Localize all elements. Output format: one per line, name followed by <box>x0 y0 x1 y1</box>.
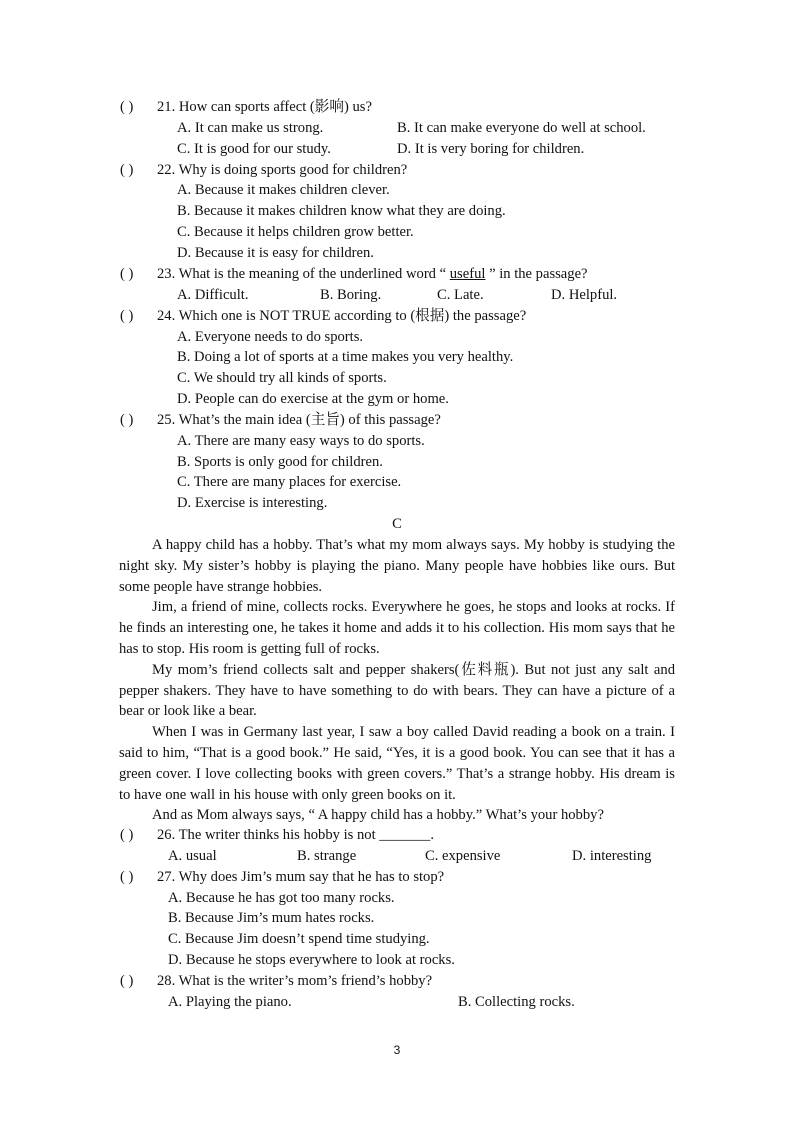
answer-blank[interactable]: ( ) <box>120 162 134 178</box>
option-d: D. Because he stops everywhere to look at rocks. <box>168 952 455 968</box>
option-b: B. Boring. <box>320 287 382 303</box>
option-c: C. Because it helps children grow better. <box>177 224 414 240</box>
option-a: A. Because it makes children clever. <box>177 182 390 198</box>
question-text: 26. The writer thinks his hobby is not _______. <box>157 827 435 843</box>
option-b: B. Collecting rocks. <box>458 994 575 1010</box>
option-b: B. strange <box>297 848 357 864</box>
passage-paragraph: A happy child has a hobby. That’s what my mom always says. My hobby is studying the night sky. My sister’s hobby is playing the piano. Many people have hobbies like ours. But some people have strange hobbies. <box>119 537 675 595</box>
option-a: A. usual <box>168 848 217 864</box>
section-title: C <box>392 516 402 532</box>
question-text: 28. What is the writer’s mom’s friend’s hobby? <box>157 973 433 989</box>
option-a: A. There are many easy ways to do sports. <box>177 433 425 449</box>
underlined-word: useful <box>449 266 486 282</box>
option-b: B. It can make everyone do well at school. <box>397 120 646 136</box>
question-text: 22. Why is doing sports good for children? <box>157 162 408 178</box>
passage-paragraph: Jim, a friend of mine, collects rocks. Everywhere he goes, he stops and looks at rocks. If he finds an interesting one, he takes it home and adds it to his collection. His mom says that he has to stop. His room is getting full of rocks. <box>119 599 675 657</box>
option-c: C. There are many places for exercise. <box>177 474 402 490</box>
option-c: C. It is good for our study. <box>177 141 331 157</box>
option-b: B. Because it makes children know what they are doing. <box>177 203 506 219</box>
option-a: A. Difficult. <box>177 287 249 303</box>
answer-blank[interactable]: ( ) <box>120 827 134 843</box>
answer-blank[interactable]: ( ) <box>120 973 134 989</box>
option-c: C. Late. <box>437 287 484 303</box>
answer-blank[interactable]: ( ) <box>120 99 134 115</box>
page-number: 3 <box>393 1043 401 1057</box>
answer-blank[interactable]: ( ) <box>120 308 134 324</box>
option-b: B. Doing a lot of sports at a time makes you very healthy. <box>177 349 514 365</box>
option-d: D. People can do exercise at the gym or home. <box>177 391 449 407</box>
question-text: 27. Why does Jim’s mum say that he has to stop? <box>157 869 445 885</box>
option-d: D. Helpful. <box>551 287 618 303</box>
option-a: A. Everyone needs to do sports. <box>177 329 364 345</box>
answer-blank[interactable]: ( ) <box>120 412 134 428</box>
option-d: D. interesting <box>572 848 652 864</box>
question-text: 23. What is the meaning of the underlined word “ useful ” in the passage? <box>157 266 588 282</box>
passage-paragraph: And as Mom always says, “ A happy child has a hobby.” What’s your hobby? <box>152 807 604 824</box>
question-text: 21. How can sports affect (影响) us? <box>157 99 372 115</box>
answer-blank[interactable]: ( ) <box>120 266 134 282</box>
option-a: A. Playing the piano. <box>168 994 292 1010</box>
passage-paragraph: My mom’s friend collects salt and pepper shakers(佐料瓶). But not just any salt and pepper shakers. They have to have something to do with bears. They can have a picture of a bear or look like a bear. <box>119 661 675 720</box>
option-b: B. Sports is only good for children. <box>177 454 383 470</box>
option-d: D. It is very boring for children. <box>397 141 585 157</box>
option-b: B. Because Jim’s mum hates rocks. <box>168 910 375 926</box>
option-a: A. Because he has got too many rocks. <box>168 890 395 906</box>
passage-paragraph: When I was in Germany last year, I saw a boy called David reading a book on a train. I said to him, “That is a good book.” He said, “Yes, it is a good book. You can see that it has a green cover. I love collecting books with green covers.” That’s a strange hobby. His dream is to have one wall in his house with only green books on it. <box>119 724 675 803</box>
option-d: D. Exercise is interesting. <box>177 495 328 511</box>
option-a: A. It can make us strong. <box>177 120 324 136</box>
option-c: C. We should try all kinds of sports. <box>177 370 387 386</box>
option-d: D. Because it is easy for children. <box>177 245 374 261</box>
option-c: C. Because Jim doesn’t spend time studying. <box>168 931 430 947</box>
reading-passage <box>119 535 675 826</box>
question-text: 24. Which one is NOT TRUE according to (根据) the passage? <box>157 308 527 324</box>
answer-blank[interactable]: ( ) <box>120 869 134 885</box>
option-c: C. expensive <box>425 848 501 864</box>
question-text: 25. What’s the main idea (主旨) of this passage? <box>157 412 441 428</box>
